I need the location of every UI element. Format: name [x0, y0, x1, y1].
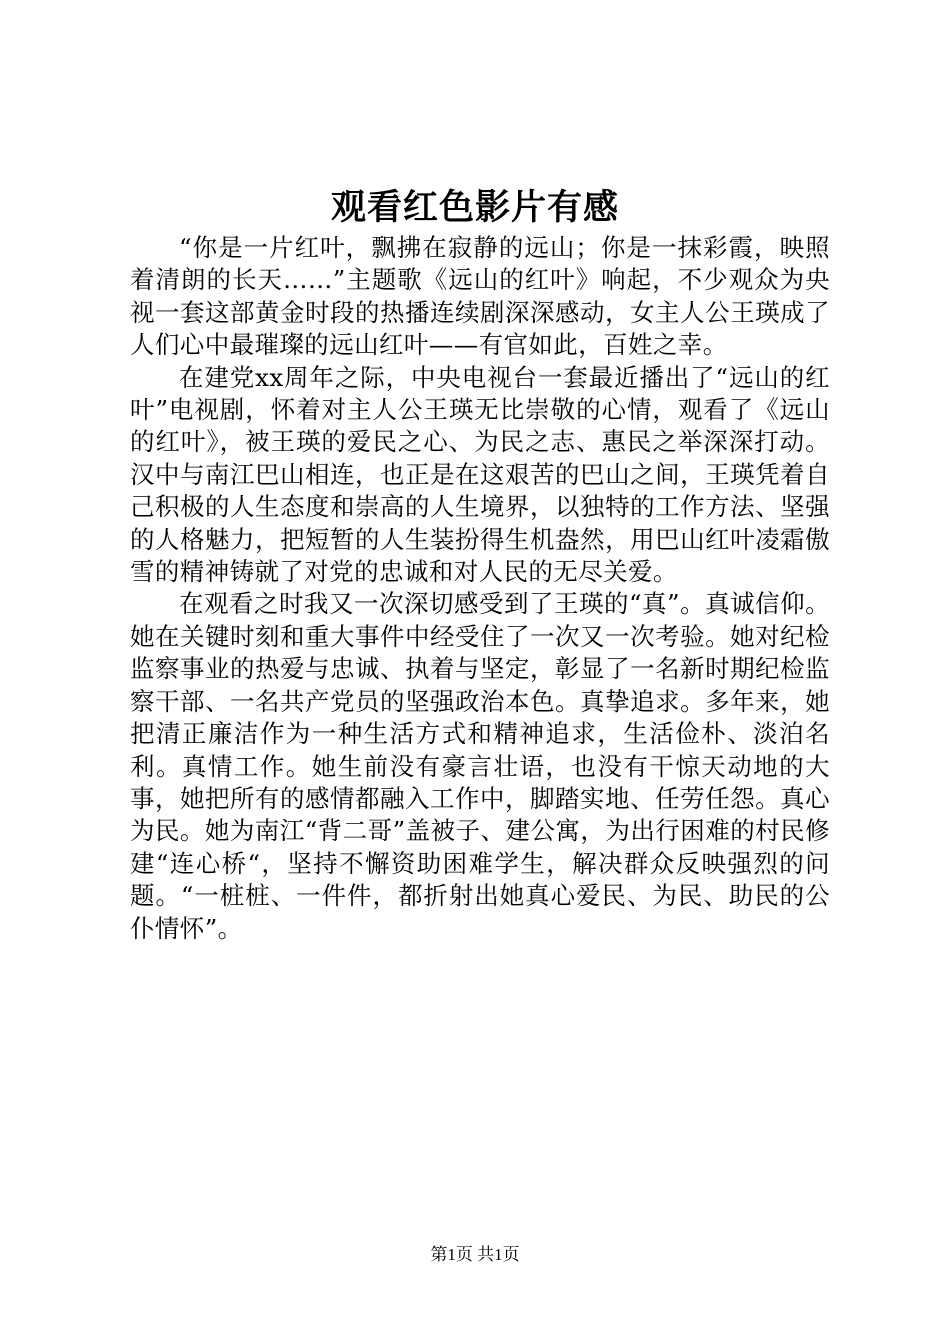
paragraph-3: 在观看之时我又一次深切感受到了王瑛的“真”。真诚信仰。她在关键时刻和重大事件中经受住了一次又一次考验。她对纪检监察事业的热爱与忠诚、执着与坚定，彰显了一名新时期纪检监察干部、一名共产党员的坚强政治本色。真挚追求。多年来，她把清正廉洁作为一种生活方式和精神追求，生活俭朴、淡泊名利。真情工作。她生前没有豪言壮语，也没有干惊天动地的大事，她把所有的感情都融入工作中，脚踏实地、任劳任怨。真心为民。她为南江“背二哥”盖被子、建公寓，为出行困难的村民修建“连心桥“，坚持不懈资助困难学生，解决群众反映强烈的问题。“一桩桩、一件件，都折射出她真心爱民、为民、助民的公仆情怀”。: [130, 589, 830, 943]
document-body: [130, 232, 830, 945]
paragraph-1: “你是一片红叶，飘拂在寂静的远山；你是一抹彩霞，映照着清朗的长天……”主题歌《远山的红叶》响起，不少观众为央视一套这部黄金时段的热播连续剧深深感动，女主人公王瑛成了人们心中最璀璨的远山红叶——有官如此，百姓之幸。: [130, 233, 830, 360]
page-footer: 第1页 共1页: [430, 1245, 520, 1264]
document-title: 观看红色影片有感: [330, 187, 619, 228]
paragraph-2: 在建党xx周年之际，中央电视台一套最近播出了“远山的红叶”电视剧，怀着对主人公王瑛无比崇敬的心情，观看了《远山的红叶》，被王瑛的爱民之心、为民之志、惠民之举深深打动。汉中与南江巴山相连，也正是在这艰苦的巴山之间，王瑛凭着自己积极的人生态度和崇高的人生境界，以独特的工作方法、坚强的人格魅力，把短暂的人生装扮得生机盎然，用巴山红叶凌霜傲雪的精神铸就了对党的忠诚和对人民的无尽关爱。: [130, 362, 830, 587]
